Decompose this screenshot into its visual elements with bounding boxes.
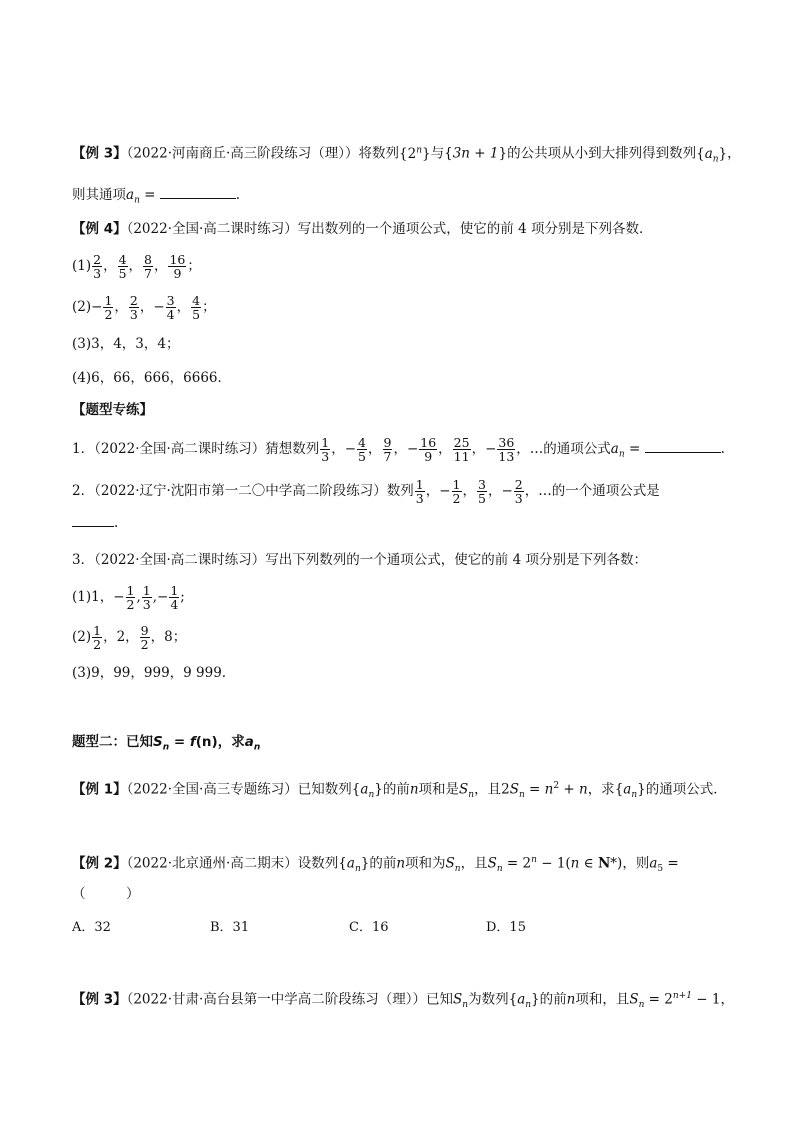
- example-2-line: 【例 2】（2022·北京通州·高二期末）设数列$\{a_n\}$的前n项和为$S_n$，且$S_n = 2^n - 1(n$ ∈ N*)，则$a_5$ =: [72, 855, 679, 875]
- example-4-tag: 【例 4】: [72, 221, 127, 237]
- example-4-part1: (1) $\frac{2}{3}$ ， $\frac{4}{5}$ ， $\frac{8}{7}$ ， $\frac{16}{9}$ ；: [72, 252, 201, 281]
- option-d[interactable]: D．15: [486, 920, 526, 935]
- answer-blank[interactable]: [645, 441, 721, 453]
- example-2-tag: 【例 2】: [72, 855, 127, 872]
- example-4-line: 【例 4】（2022·全国·高二课时练习）写出数列的一个通项公式，使它的前 4 项分别是下列各数．: [72, 221, 653, 237]
- answer-blank[interactable]: [72, 515, 114, 527]
- example-3-top-line2: 则其通项$a_n$ = .: [72, 187, 241, 206]
- practice-q2: 2．（2022·辽宁·沈阳市第一二〇中学高二阶段练习）数列 $\frac{1}{3}$ ，− $\frac{1}{2}$ ， $\frac{3}{5}$ ，− $\frac{2}{3}$ ，…的一个通项公式是: [72, 477, 660, 506]
- example-3-tag: 【例 3】: [72, 991, 127, 1008]
- type-2-title: 题型二：已知$S_n = f(n)$，求$a_n$: [72, 734, 261, 753]
- set-2n: {2$^n$}: [399, 145, 431, 162]
- practice-q3-part1: (1)1，− $\frac{1}{2}$ , $\frac{1}{3}$ ,− $\frac{1}{4}$ ;: [72, 583, 185, 612]
- example-2-paren: （ ）: [72, 886, 140, 902]
- example-1-line: 【例 1】（2022·全国·高三专题练习）已知数列$\{a_n\}$的前n项和是$S_n$，且$2S_n = n^2 + n$，求$\{a_n\}$的通项公式．: [72, 781, 727, 801]
- practice-q3-part2: (2) $\frac{1}{2}$ ，2， $\frac{9}{2}$ ，8；: [72, 623, 187, 652]
- example-3-top-line1: 【例 3】（2022·河南商丘·高三阶段练习（理））将数列{2$^n$}与{3n + 1}的公共项从小到大排列得到数列$\{a_n\}$，: [72, 145, 741, 165]
- practice-q3: 3．（2022·全国·高二课时练习）写出下列数列的一个通项公式，使它的前 4 项分别是下列各数：: [72, 552, 647, 568]
- practice-heading: 【题型专练】: [72, 402, 153, 418]
- example-4-part2: (2)− $\frac{1}{2}$ ， $\frac{2}{3}$ ，− $\frac{3}{4}$ ， $\frac{4}{5}$ ；: [72, 293, 216, 322]
- set-an: $\{a_n\}$: [696, 145, 728, 165]
- practice-q2-answer: .: [72, 513, 118, 533]
- option-c[interactable]: C．16: [349, 920, 389, 935]
- practice-q3-part3: (3)9，99，999，9 999.: [72, 665, 227, 681]
- set-3n1: {3n + 1}: [444, 145, 508, 162]
- example-4-part4: (4)6，66，666，6666．: [72, 370, 232, 386]
- option-b[interactable]: B．31: [210, 920, 250, 935]
- answer-blank[interactable]: [160, 187, 236, 199]
- example-4-part3: (3)3，4，3，4；: [72, 336, 180, 352]
- option-a[interactable]: A．32: [72, 920, 111, 935]
- example-3-bottom-line: 【例 3】（2022·甘肃·高台县第一中学高二阶段练习（理））已知$S_n$为数列$\{a_n\}$的前n项和，且$S_n = 2^{n+1} - 1$，: [72, 991, 734, 1011]
- example-3-tag: 【例 3】: [72, 145, 127, 162]
- practice-q1: 1．（2022·全国·高二课时练习）猜想数列 $\frac{1}{3}$ ，− $\frac{4}{5}$ ， $\frac{9}{7}$ ，− $\frac{16}{9}$ ， $\frac{25}{11}$ ，− $\frac{36}{13}$ ，…的通项公式$a_n$ = .: [72, 435, 725, 464]
- example-1-tag: 【例 1】: [72, 781, 127, 798]
